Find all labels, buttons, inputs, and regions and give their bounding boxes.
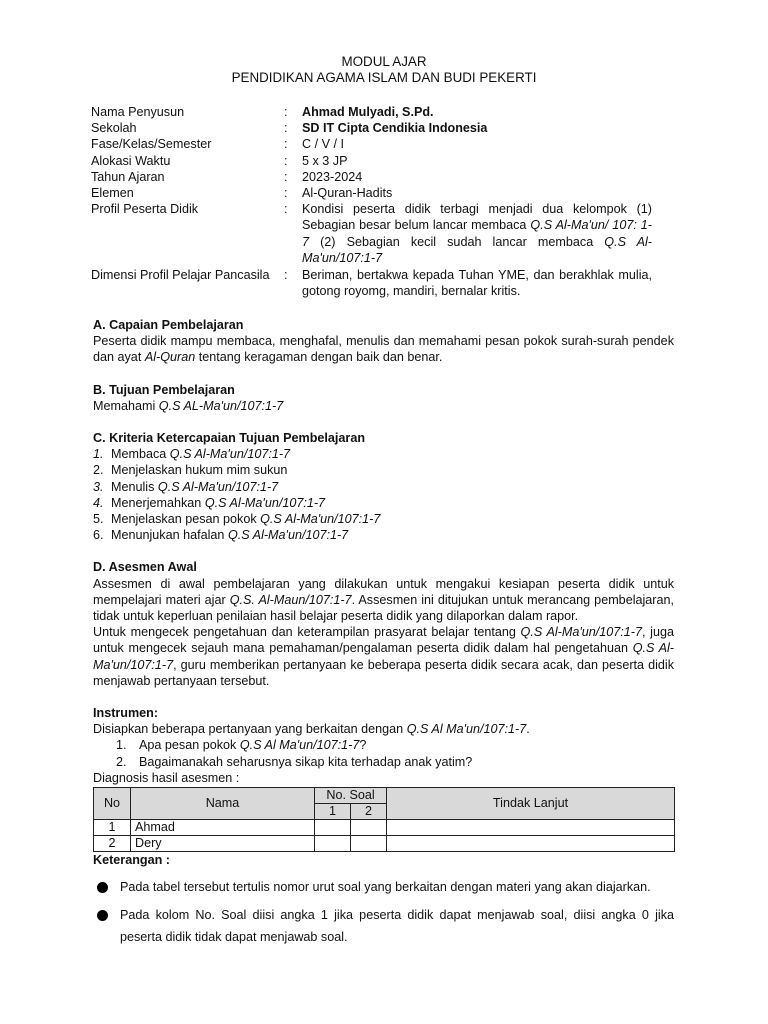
meta-label: Alokasi Waktu [91, 153, 171, 168]
meta-row-dimensi [91, 267, 652, 299]
meta-label: Profil Peserta Didik [91, 202, 199, 217]
meta-value: Al-Quran-Hadits [302, 186, 393, 201]
header-tindak-lanjut: Tindak Lanjut [387, 788, 675, 820]
bullet-text: Pada tabel tersebut tertulis nomor urut soal yang berkaitan dengan materi yang akan diajarkan. [120, 880, 651, 895]
bullet-text: Pada kolom No. Soal diisi angka 1 jika peserta didik dapat menjawab soal, diisi angka 0 jika peserta didik tidak dapat menjawab soal. [120, 908, 674, 945]
surah-reference: Q.S Al Ma'un/107:1-7 [239, 738, 360, 753]
meta-value [302, 201, 652, 266]
bullet-item [93, 904, 674, 948]
meta-value: 2023-2024 [302, 169, 363, 184]
surah-reference: Q.S Al-Ma'un/107:1-7 [520, 625, 642, 640]
surah-reference: Q.S Al-Ma'un/107:1-7 [260, 512, 381, 527]
section-heading: C. Kriteria Ketercapaian Tujuan Pembelajaran [93, 431, 366, 446]
text-segment: Kondisi peserta didik terbagi menjadi dua kelompok (1) Sebagian besar belum lancar membaca [302, 202, 652, 233]
bullet-item [93, 876, 674, 898]
header-soal-1: 1 [315, 804, 351, 820]
list-number: 2. [93, 463, 104, 478]
meta-label: Nama Penyusun [91, 105, 185, 119]
cell-nama: Dery [131, 836, 315, 852]
paragraph [93, 576, 674, 625]
surah-reference: Q.S Al-Ma'un/107:1-7 [157, 479, 279, 494]
section-heading: B. Tujuan Pembelajaran [93, 382, 235, 397]
keterangan-list [93, 876, 674, 948]
list-number: 1. [116, 738, 127, 753]
table-row [94, 836, 675, 852]
list-item [93, 446, 674, 462]
text-segment: Apa pesan pokok [139, 738, 240, 753]
meta-colon: : [284, 202, 288, 217]
surah-reference: Q.S Al Ma'un/107:1-7 [406, 722, 527, 737]
paragraph [93, 721, 674, 737]
criteria-list [93, 446, 674, 543]
quran-reference: Al-Quran [144, 350, 196, 365]
meta-label: Sekolah [91, 121, 137, 136]
text-segment: Menerjemahkan [111, 495, 205, 510]
meta-row-tahun [91, 169, 652, 185]
text-segment: Menjelaskan pesan pokok [111, 512, 261, 527]
meta-colon: : [284, 186, 288, 201]
meta-value: Beriman, bertakwa kepada Tuhan YME, dan berakhlak mulia, gotong royomg, mandiri, bernalar kritis. [302, 268, 652, 299]
cell-no: 1 [94, 820, 131, 836]
text-segment: Assesmen di awal pembelajaran yang dilakukan untuk mengakui kesiapan peserta didik untuk mempelajari materi ajar [93, 576, 674, 607]
cell-soal-2[interactable] [351, 836, 387, 852]
cell-soal-1[interactable] [315, 836, 351, 852]
text-segment: Menulis [111, 479, 158, 494]
cell-nama: Ahmad [131, 820, 315, 836]
list-number: 2. [116, 754, 127, 769]
meta-colon: : [284, 153, 288, 168]
list-number: 4. [93, 495, 104, 510]
diagnosis-label: Diagnosis hasil asesmen : [93, 770, 240, 785]
meta-row-sekolah [91, 120, 652, 136]
instrument-heading: Instrumen: [93, 706, 159, 721]
header-soal-2: 2 [351, 804, 387, 820]
paragraph [93, 398, 674, 414]
paragraph [93, 624, 674, 689]
bullet-icon [97, 910, 108, 921]
table-header-row [94, 788, 675, 804]
text-segment: Menjelaskan hukum mim sukun [111, 463, 288, 478]
meta-colon: : [284, 105, 288, 119]
list-number: 6. [93, 528, 104, 543]
meta-value: SD IT Cipta Cendikia Indonesia [302, 121, 488, 136]
text-segment: Untuk mengecek pengetahuan dan keterampilan prasyarat belajar tentang [93, 625, 521, 640]
meta-colon: : [284, 268, 288, 283]
paragraph [93, 333, 674, 365]
meta-colon: : [284, 137, 288, 152]
text-segment: Disiapkan beberapa pertanyaan yang berkaitan dengan [93, 722, 407, 737]
surah-reference: Q.S Al-Ma'un/107:1-7 [204, 495, 326, 510]
meta-row-fase [91, 136, 652, 152]
text-segment: Menunjukan hafalan [111, 528, 228, 543]
meta-row-nama [91, 104, 652, 120]
cell-soal-2[interactable] [351, 820, 387, 836]
question-list [93, 737, 674, 769]
surah-reference: Q.S Al-Ma'un/107:1-7 [227, 528, 349, 543]
header-nama: Nama [131, 788, 315, 820]
text-segment: ? [359, 738, 367, 753]
list-number: 1. [93, 447, 104, 462]
list-number: 3. [93, 479, 104, 494]
list-item [93, 511, 674, 527]
meta-label: Elemen [91, 186, 134, 201]
text-segment: . Assesmen ini ditujukan untuk merancang pembelajaran, tidak untuk keperluan penilaian hasil belajar peserta didik yang dilaporkan dalam rapor. [93, 592, 674, 624]
text-segment: tentang keragaman dengan baik dan benar. [195, 350, 443, 365]
module-title: MODUL AJAR [341, 54, 427, 69]
text-segment: Membaca [111, 447, 170, 462]
text-segment: , juga untuk mengecek sejauh mana pemahaman/pengalaman peserta didik dalam hal pengetahuan [93, 625, 674, 656]
section-heading: D. Asesmen Awal [93, 560, 197, 575]
meta-value: 5 x 3 JP [302, 153, 348, 168]
surah-reference: Q.S Al-Ma'un/107:1-7 [93, 641, 674, 672]
meta-label: Fase/Kelas/Semester [91, 137, 212, 152]
text-segment: Bagaimanakah seharusnya sikap kita terhadap anak yatim? [139, 754, 473, 769]
keterangan-heading: Keterangan : [93, 853, 170, 868]
text-segment: , guru memberikan pertanyaan ke beberapa peserta didik secara acak, dan peserta didik menjawab pertanyaan tersebut. [93, 657, 674, 688]
cell-soal-1[interactable] [315, 820, 351, 836]
cell-no: 2 [94, 836, 131, 852]
meta-row-profil [91, 201, 652, 266]
identity-table [91, 104, 652, 299]
cell-tindak-lanjut[interactable] [387, 836, 675, 852]
meta-row-elemen [91, 185, 652, 201]
document-body [93, 317, 674, 954]
list-item [93, 495, 674, 511]
header-no: No [94, 788, 131, 820]
meta-label: Dimensi Profil Pelajar Pancasila [91, 268, 270, 283]
header-no-soal: No. Soal [315, 788, 387, 804]
meta-colon: : [284, 169, 288, 184]
surah-reference: Q.S AL-Ma'un/107:1-7 [158, 398, 284, 413]
meta-value: C / V / I [302, 137, 344, 152]
list-number: 5. [93, 512, 104, 527]
table-row [94, 820, 675, 836]
text-segment: (2) Sebagian kecil sudah lancar membaca [309, 234, 605, 249]
list-item [93, 479, 674, 495]
list-item [93, 754, 674, 770]
bullet-icon [97, 882, 108, 893]
meta-value: Ahmad Mulyadi, S.Pd. [302, 105, 434, 119]
meta-label: Tahun Ajaran [91, 169, 165, 184]
list-item [93, 527, 674, 543]
surah-reference: Q.S Al-Ma'un/107:1-7 [169, 447, 291, 462]
list-item [93, 737, 674, 753]
text-segment: . [526, 722, 530, 737]
subject-title: PENDIDIKAN AGAMA ISLAM DAN BUDI PEKERTI [231, 70, 537, 85]
surah-reference: Q.S Al-Ma'un/ 107: 1-7 [302, 218, 653, 249]
text-segment: Memahami [93, 398, 159, 413]
section-heading: A. Capaian Pembelajaran [93, 318, 244, 332]
surah-reference: Q.S. Al-Maun/107:1-7 [229, 592, 352, 607]
surah-reference: Q.S Al-Ma'un/107:1-7 [302, 234, 652, 265]
list-item [93, 462, 674, 478]
text-segment: Peserta didik mampu membaca, menghafal, menulis dan memahami pesan pokok surah-surah pendek dan ayat [93, 334, 674, 365]
cell-tindak-lanjut[interactable] [387, 820, 675, 836]
diagnosis-table [93, 787, 675, 852]
meta-colon: : [284, 121, 288, 136]
meta-row-alokasi [91, 153, 652, 169]
